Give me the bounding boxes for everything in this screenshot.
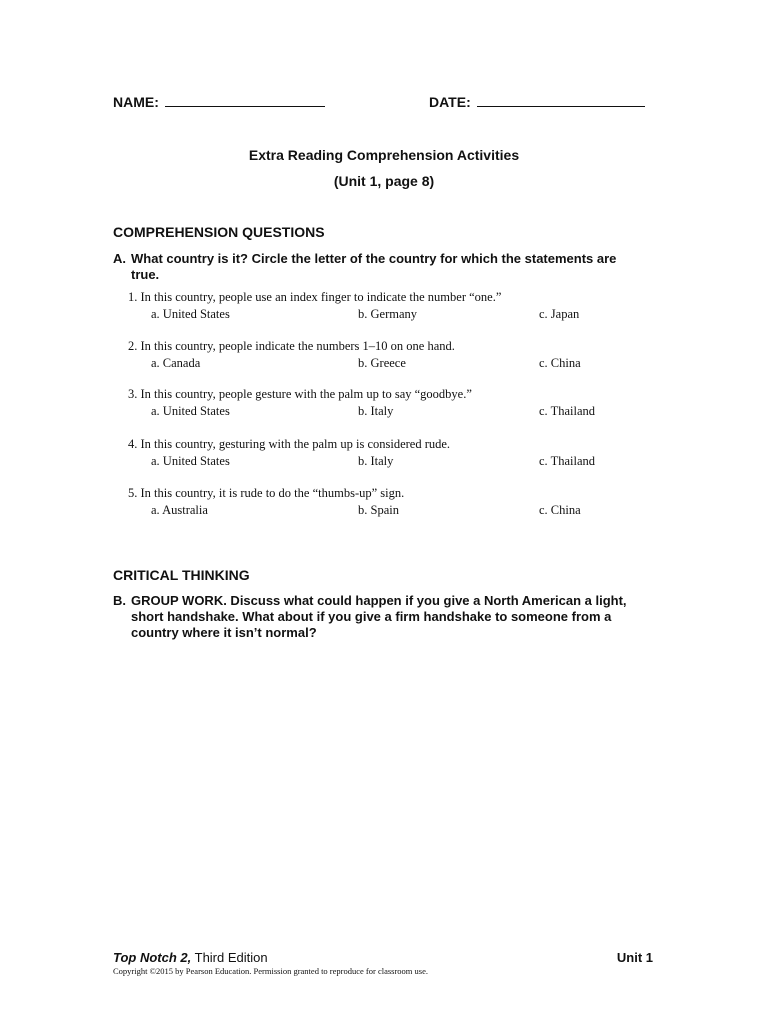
header-row bbox=[113, 94, 653, 114]
question-5-stem: 5. In this country, it is rude to do the “thumbs-up” sign. bbox=[128, 486, 405, 500]
question-4-stem: 4. In this country, gesturing with the palm up is considered rude. bbox=[128, 437, 451, 451]
question-4-option-c[interactable]: c. Thailand bbox=[539, 454, 595, 468]
question-1-options bbox=[128, 306, 648, 323]
question-4-options bbox=[128, 453, 648, 470]
comprehension-heading: COMPREHENSION QUESTIONS bbox=[113, 224, 325, 240]
question-3 bbox=[128, 386, 648, 420]
name-blank-line[interactable] bbox=[165, 94, 325, 107]
date-blank-line[interactable] bbox=[477, 94, 645, 107]
instruction-a-text: What country is it? Circle the letter of the country for which the statements are true. bbox=[131, 251, 617, 282]
question-2-options bbox=[128, 355, 648, 372]
instruction-b-text: GROUP WORK. Discuss what could happen if you give a North American a light, short handshake. What about if you give a firm handshake to someone from a country where it isn’t normal? bbox=[131, 593, 627, 640]
footer-unit: Unit 1 bbox=[616, 950, 653, 965]
question-4-option-b[interactable]: b. Italy bbox=[358, 454, 394, 468]
question-5-options bbox=[128, 502, 648, 519]
name-label: NAME: bbox=[113, 94, 159, 110]
page-title: Extra Reading Comprehension Activities bbox=[248, 147, 520, 163]
page-footer bbox=[113, 950, 653, 976]
question-1-option-b[interactable]: b. Germany bbox=[358, 307, 418, 321]
question-2-option-b[interactable]: b. Greece bbox=[358, 356, 406, 370]
footer-book-title: Top Notch 2, bbox=[113, 950, 192, 965]
question-4 bbox=[128, 436, 648, 470]
instruction-a bbox=[113, 251, 638, 283]
question-1-option-a[interactable]: a. United States bbox=[151, 307, 230, 321]
question-4-option-a[interactable]: a. United States bbox=[151, 454, 230, 468]
footer-book bbox=[113, 950, 653, 965]
question-1-stem: 1. In this country, people use an index finger to indicate the number “one.” bbox=[128, 290, 502, 304]
question-5-option-a[interactable]: a. Australia bbox=[151, 503, 208, 517]
question-1 bbox=[128, 289, 648, 323]
copyright-notice: Copyright ©2015 by Pearson Education. Permission granted to reproduce for classroom use. bbox=[113, 966, 428, 976]
question-1-option-c[interactable]: c. Japan bbox=[539, 307, 580, 321]
instruction-b-label: B. bbox=[113, 593, 126, 608]
page-subtitle: (Unit 1, page 8) bbox=[333, 173, 435, 189]
question-5-option-b[interactable]: b. Spain bbox=[358, 503, 399, 517]
question-3-option-b[interactable]: b. Italy bbox=[358, 404, 394, 418]
instruction-b bbox=[113, 593, 641, 641]
question-2-stem: 2. In this country, people indicate the numbers 1–10 on one hand. bbox=[128, 339, 455, 353]
question-3-option-c[interactable]: c. Thailand bbox=[539, 404, 595, 418]
critical-thinking-heading: CRITICAL THINKING bbox=[113, 567, 250, 583]
date-field[interactable] bbox=[429, 94, 645, 110]
date-label: DATE: bbox=[429, 94, 471, 110]
question-5 bbox=[128, 485, 648, 519]
question-3-stem: 3. In this country, people gesture with the palm up to say “goodbye.” bbox=[128, 387, 472, 401]
question-3-option-a[interactable]: a. United States bbox=[151, 404, 230, 418]
footer-edition: Third Edition bbox=[191, 950, 268, 965]
question-3-options bbox=[128, 403, 648, 420]
question-5-option-c[interactable]: c. China bbox=[539, 503, 581, 517]
instruction-a-label: A. bbox=[113, 251, 126, 266]
name-field[interactable] bbox=[113, 94, 325, 110]
question-2-option-c[interactable]: c. China bbox=[539, 356, 581, 370]
question-2-option-a[interactable]: a. Canada bbox=[151, 356, 201, 370]
question-2 bbox=[128, 338, 648, 372]
